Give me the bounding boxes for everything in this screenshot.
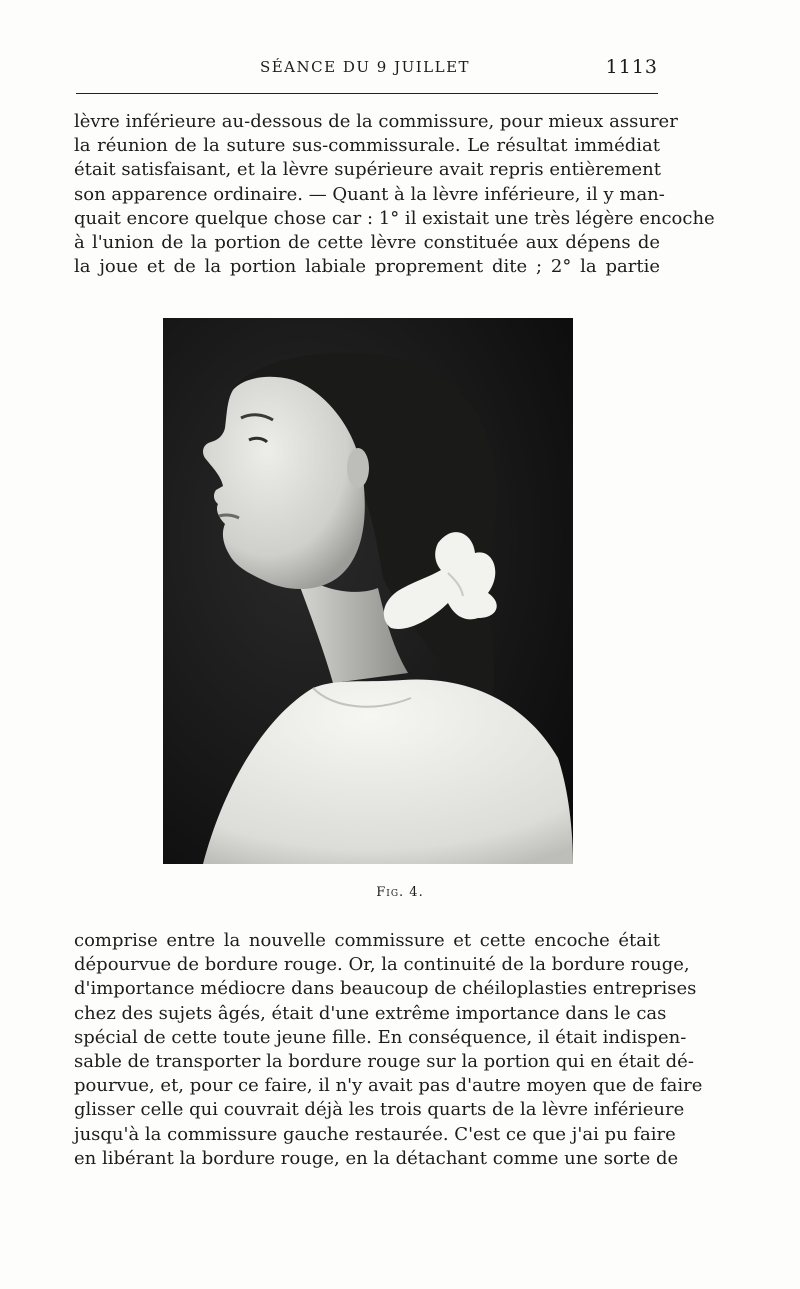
text-line: sable de transporter la bordure rouge sur la portion qui en était dé- [74, 1051, 694, 1073]
text-line: dépourvue de bordure rouge. Or, la continuité de la bordure rouge, [74, 954, 690, 976]
figure-caption: Fig. 4. [376, 885, 424, 900]
text-line: chez des sujets âgés, était d'une extrême importance dans le cas [74, 1002, 667, 1024]
portrait-image [163, 318, 573, 864]
text-line: jusqu'à la commissure gauche restaurée. C'est ce que j'ai pu faire [74, 1123, 676, 1145]
page-number: 1113 [605, 56, 658, 78]
top-paragraph [74, 110, 715, 279]
text-line: comprise entre la nouvelle commissure et cette encoche était [74, 930, 660, 951]
text-line: à l'union de la portion de cette lèvre constituée aux dépens de [74, 232, 660, 254]
portrait-photograph [163, 318, 573, 864]
text-line: était satisfaisant, et la lèvre supérieure avait repris entièrement [74, 159, 662, 181]
text-line: son apparence ordinaire. — Quant à la lèvre inférieure, il y man- [74, 183, 665, 205]
text-line: d'importance médiocre dans beaucoup de chéiloplasties entreprises [74, 978, 697, 1000]
text-line: glisser celle qui couvrait déjà les trois quarts de la lèvre inférieure [74, 1099, 685, 1121]
text-line: en libérant la bordure rouge, en la détachant comme une sorte de [74, 1147, 679, 1169]
text-line: pourvue, et, pour ce faire, il n'y avait pas d'autre moyen que de faire [74, 1075, 703, 1097]
text-line: quait encore quelque chose car : 1° il existait une très légère encoche [74, 207, 715, 229]
bottom-paragraph [74, 929, 703, 1171]
text-line: la joue et de la portion labiale proprement dite ; 2° la partie [74, 256, 660, 278]
text-line: spécial de cette toute jeune fille. En conséquence, il était indispen- [74, 1026, 687, 1048]
text-line: lèvre inférieure au-dessous de la commissure, pour mieux assurer [74, 111, 678, 132]
running-head [72, 56, 658, 82]
header-rule [76, 93, 658, 94]
text-line: la réunion de la suture sus-commissurale. Le résultat immédiat [74, 135, 660, 157]
running-title: SÉANCE DU 9 JUILLET [259, 58, 471, 76]
